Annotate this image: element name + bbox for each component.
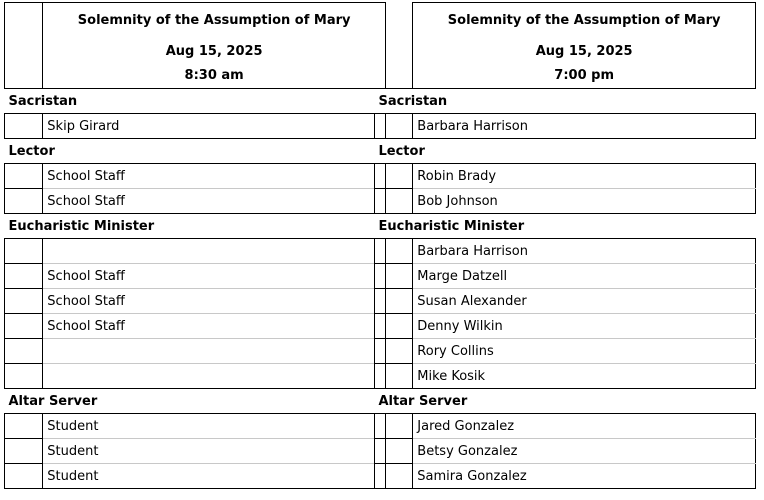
role-row <box>375 139 756 164</box>
minister-name: Barbara Harrison <box>413 239 756 264</box>
assignment-row <box>5 414 386 439</box>
checkbox-cell[interactable] <box>375 414 413 439</box>
header-row <box>375 3 756 39</box>
minister-name: Denny Wilkin <box>413 314 756 339</box>
checkbox-cell[interactable] <box>5 314 43 339</box>
assignment-row <box>375 239 756 264</box>
assignment-row <box>375 189 756 214</box>
assignment-row <box>5 114 386 139</box>
role-label: Altar Server <box>375 389 756 414</box>
checkbox-cell[interactable] <box>375 339 413 364</box>
checkbox-cell[interactable] <box>375 264 413 289</box>
checkbox-cell[interactable] <box>5 364 43 389</box>
minister-name: Samira Gonzalez <box>413 464 756 489</box>
minister-name: Student <box>43 439 386 464</box>
mass-time: 8:30 am <box>43 64 386 89</box>
minister-name: Student <box>43 464 386 489</box>
checkbox-cell[interactable] <box>5 439 43 464</box>
schedule-700pm <box>374 2 756 489</box>
role-row <box>5 214 386 239</box>
minister-name: School Staff <box>43 289 386 314</box>
minister-name: Student <box>43 414 386 439</box>
schedule-830am <box>4 2 386 489</box>
minister-name: School Staff <box>43 314 386 339</box>
minister-name <box>43 239 386 264</box>
header-spacer <box>5 64 43 89</box>
header-row <box>5 39 386 64</box>
assignment-row <box>375 364 756 389</box>
assignment-row <box>375 414 756 439</box>
role-row <box>375 214 756 239</box>
checkbox-cell[interactable] <box>375 439 413 464</box>
mass-date: Aug 15, 2025 <box>413 39 756 64</box>
assignment-row <box>375 464 756 489</box>
checkbox-cell[interactable] <box>5 264 43 289</box>
checkbox-cell[interactable] <box>5 339 43 364</box>
minister-name: Marge Datzell <box>413 264 756 289</box>
header-row <box>5 3 386 39</box>
assignment-row <box>375 339 756 364</box>
minister-name: Jared Gonzalez <box>413 414 756 439</box>
header-spacer <box>5 3 43 39</box>
assignment-row <box>5 314 386 339</box>
role-label: Altar Server <box>5 389 386 414</box>
minister-name: School Staff <box>43 164 386 189</box>
checkbox-cell[interactable] <box>5 164 43 189</box>
mass-date: Aug 15, 2025 <box>43 39 386 64</box>
checkbox-cell[interactable] <box>375 239 413 264</box>
role-row <box>5 389 386 414</box>
role-label: Sacristan <box>375 89 756 114</box>
minister-name: Betsy Gonzalez <box>413 439 756 464</box>
role-label: Eucharistic Minister <box>5 214 386 239</box>
assignment-row <box>5 164 386 189</box>
checkbox-cell[interactable] <box>5 189 43 214</box>
assignment-row <box>5 439 386 464</box>
header-spacer <box>5 39 43 64</box>
checkbox-cell[interactable] <box>375 314 413 339</box>
assignment-row <box>5 264 386 289</box>
minister-name: School Staff <box>43 264 386 289</box>
role-label: Lector <box>5 139 386 164</box>
header-spacer <box>375 3 413 39</box>
header-row <box>375 64 756 89</box>
assignment-row <box>375 164 756 189</box>
checkbox-cell[interactable] <box>375 189 413 214</box>
checkbox-cell[interactable] <box>375 464 413 489</box>
minister-name: Barbara Harrison <box>413 114 756 139</box>
assignment-row <box>375 289 756 314</box>
minister-name: Mike Kosik <box>413 364 756 389</box>
checkbox-cell[interactable] <box>5 289 43 314</box>
mass-time: 7:00 pm <box>413 64 756 89</box>
assignment-row <box>375 439 756 464</box>
assignment-row <box>375 114 756 139</box>
assignment-row <box>5 239 386 264</box>
minister-name <box>43 339 386 364</box>
assignment-row <box>5 464 386 489</box>
minister-name: Skip Girard <box>43 114 386 139</box>
assignment-row <box>375 314 756 339</box>
assignment-row <box>5 289 386 314</box>
mass-title: Solemnity of the Assumption of Mary <box>413 3 756 39</box>
header-row <box>375 39 756 64</box>
minister-name <box>43 364 386 389</box>
header-spacer <box>375 39 413 64</box>
header-spacer <box>375 64 413 89</box>
mass-title: Solemnity of the Assumption of Mary <box>43 3 386 39</box>
checkbox-cell[interactable] <box>5 464 43 489</box>
minister-name: School Staff <box>43 189 386 214</box>
minister-name: Robin Brady <box>413 164 756 189</box>
minister-name: Bob Johnson <box>413 189 756 214</box>
role-label: Sacristan <box>5 89 386 114</box>
checkbox-cell[interactable] <box>375 289 413 314</box>
checkbox-cell[interactable] <box>375 364 413 389</box>
role-row <box>375 389 756 414</box>
checkbox-cell[interactable] <box>5 414 43 439</box>
role-label: Eucharistic Minister <box>375 214 756 239</box>
schedule-table <box>4 2 386 489</box>
checkbox-cell[interactable] <box>5 114 43 139</box>
role-label: Lector <box>375 139 756 164</box>
role-row <box>5 89 386 114</box>
minister-name: Susan Alexander <box>413 289 756 314</box>
assignment-row <box>375 264 756 289</box>
role-row <box>5 139 386 164</box>
checkbox-cell[interactable] <box>375 114 413 139</box>
header-row <box>5 64 386 89</box>
role-row <box>375 89 756 114</box>
minister-name: Rory Collins <box>413 339 756 364</box>
assignment-row <box>5 339 386 364</box>
schedule-table <box>374 2 756 489</box>
assignment-row <box>5 364 386 389</box>
checkbox-cell[interactable] <box>375 164 413 189</box>
assignment-row <box>5 189 386 214</box>
checkbox-cell[interactable] <box>5 239 43 264</box>
